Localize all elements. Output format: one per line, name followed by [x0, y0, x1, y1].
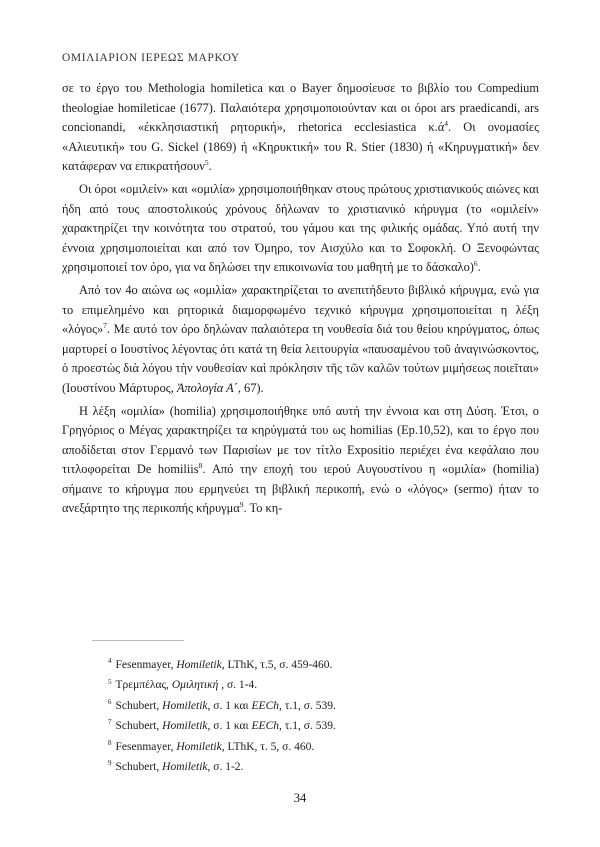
footnote-detail: , σ. 1-4. — [218, 679, 258, 692]
footnote-number: 6 — [108, 697, 112, 706]
paragraph-text: , 67). — [237, 380, 264, 395]
paragraph-text: . Οι ονομασίες «Αλιευτική» του G. Sickel (1869) ή «Κηρυκτική» του R. Stier (1830) ή «Κηρυγματική» δεν κατάφεραν να επικρατήσουν — [62, 120, 539, 174]
footnote-ref: 5 — [204, 158, 209, 168]
footnote-author: Schubert, — [115, 720, 163, 733]
footnote-title: Homiletik — [162, 720, 208, 733]
paragraph-text: Η λέξη «ομιλία» (homilia) χρησιμοποιήθηκε υπό αυτή την έννοια και στη Δύση. Έτσι, ο Γρηγόριος ο Μέγας χαρακτηρίζει τα κηρύγματά του ως homilias (Ep.10,52), και το έργο που αποδίδεται στον Γερμανό των Παρισίων με τον τίτλο Expositio περιέχει ένα κεφάλαιο που τιτλοφορείται De homiliis — [62, 403, 539, 477]
footnote — [108, 737, 528, 757]
footnote-separator — [92, 640, 184, 641]
footnote — [108, 655, 528, 675]
paragraph-1 — [62, 79, 539, 177]
footnote-ref: 4 — [444, 119, 448, 129]
footnote-title: Homiletik — [162, 699, 208, 712]
paragraph-text: σε το έργο του Methologia homiletica και ο Bayer δημοσίευσε το βιβλίο του Compedium theologiae homileticae (1677). Παλαιότερα χρησιμοποιούνταν και οι όροι ars praedicandi, ars concionandi, «έκκλησιαστική ρητορική», rhetorica ecclesiastica κ.ά — [62, 81, 539, 135]
footnote-title: Homiletik — [176, 740, 222, 753]
footnote-number: 8 — [108, 738, 112, 747]
footnote-detail: , LThK, τ.5, σ. 459-460. — [221, 659, 333, 671]
footnote-title: EECh — [251, 699, 279, 712]
footnote-detail: , LThK, τ. 5, σ. 460. — [221, 740, 315, 753]
page-number: 34 — [293, 791, 307, 805]
footnote-number: 4 — [108, 657, 112, 666]
footnote-author: Τρεμπέλας, — [115, 679, 172, 692]
footnote-title: Ομιλητική — [171, 679, 219, 692]
footnote-author: Schubert, — [115, 761, 163, 774]
footnote-title: Homiletik — [162, 761, 208, 774]
footnote-detail: , σ. 1 και — [207, 720, 252, 733]
footnote-detail: , τ.1, σ. 539. — [279, 720, 336, 733]
footnote-author: Schubert, — [115, 699, 163, 712]
footnote — [108, 757, 528, 777]
paragraph-text: Από τον 4ο αιώνα ως «ομιλία» χαρακτηρίζεται το ανεπιτήδευτο βιβλικό κήρυγμα, ενώ για το επιμελημένο και ρητορικά διαμορφωμένο τεχνικό κήρυγμα χρησιμοποιείται η λέξη «λόγος» — [62, 282, 539, 337]
body-text — [62, 79, 539, 519]
footnote-number: 9 — [108, 759, 112, 768]
footnote-detail: , σ. 1-2. — [207, 761, 244, 774]
footnote-ref: 6 — [473, 259, 478, 269]
paragraph-text: . — [208, 159, 212, 174]
footnote-title: EECh — [251, 720, 279, 733]
footnote — [108, 716, 528, 736]
cited-work-title: Ἀπολογία Α΄ — [176, 380, 238, 395]
footnote-title: Homiletik — [176, 659, 222, 671]
footnote — [108, 696, 528, 716]
footnote-ref: 8 — [198, 461, 203, 471]
paragraph-text: . — [477, 260, 481, 275]
footnote-author: Fesenmayer, — [115, 659, 177, 671]
paragraph-text: Οι όροι «ομιλείν» και «ομιλία» χρησιμοποιήθηκαν στους πρώτους χριστιανικούς αιώνες και ήδη από τους αποστολικούς χρόνους δήλωναν το χριστιανικό κήρυγμα (το «ομιλείν» χαρακτηρίζει την κοινότητα του στρατού, του γάμου και της φιλικής ομάδας. Υπό αυτή την έννοια χρησιμοποιείται και από τον Όμηρο, τον Αισχύλο και το Σοφοκλή. Ο Ξενοφώντας χρησιμοποιεί τον όρο, για να δηλώσει την επικοινωνία του μαθητή με το δάσκαλο) — [62, 181, 539, 275]
paragraph-text: . Από την εποχή του ιερού Αυγουστίνου η «ομιλία» (homilia) σήμαινε το κήρυγμα που ερμηνεύει τη βιβλική περικοπή, ενώ ο «λόγος» (sermo) ήταν το ανεξάρτητο της περικοπής κήρυγμα — [62, 462, 539, 516]
footnote-number: 7 — [108, 718, 112, 727]
footnote-ref: 7 — [103, 321, 107, 330]
footnote-detail: , σ. 1 και — [207, 699, 252, 712]
paragraph-4 — [62, 402, 539, 520]
running-head: ΟΜΙΛΙΑΡΙΟΝ ΙΕΡΕΩΣ ΜΑΡΚΟΥ — [62, 52, 240, 64]
paragraph-2 — [62, 180, 539, 278]
paragraph-text: . Το κη- — [243, 501, 283, 516]
footnote-number: 5 — [108, 677, 112, 686]
paragraph-text: . Με αυτό τον όρο δηλώναν παλαιότερα τη νουθεσία διά του θείου κηρύγματος, όπως μαρτυρεί ο Ιουστίνος λέγοντας ότι κατά τη θεία λειτουργία «παυσαμένου τοῦ ἀναγινώσκοντος, ὁ προεστὼς διὰ λόγου τὴν νουθεσίαν καὶ πρόκλησιν τῆς τῶν καλῶν τούτων μιμήσεως ποιεῖται» (Ιουστίνου Μάρτυρος, — [62, 322, 539, 395]
footnote-detail: , τ.1, σ. 539. — [279, 699, 336, 712]
footnotes — [108, 655, 528, 777]
footnote-author: Fesenmayer, — [115, 740, 177, 753]
footnote-ref: 9 — [239, 500, 244, 510]
paragraph-3 — [62, 281, 539, 399]
footnote — [108, 675, 528, 695]
